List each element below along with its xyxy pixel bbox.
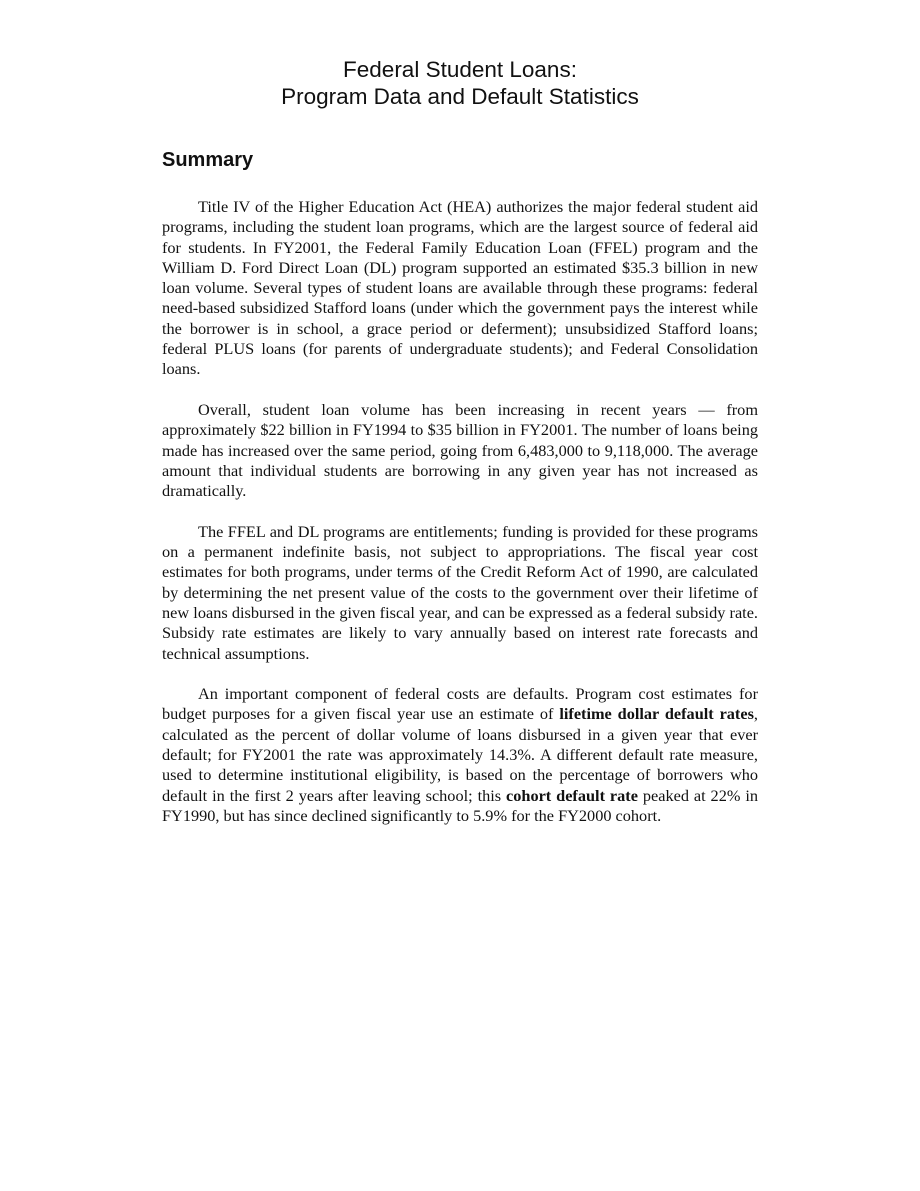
summary-heading: Summary xyxy=(162,149,254,171)
document-title xyxy=(162,56,758,110)
paragraph-3: The FFEL and DL programs are entitlements; funding is provided for these programs on a permanent indefinite basis, not subject to appropriations. The fiscal year cost estimates for both programs, under terms of the Credit Reform Act of 1990, are calculated by determining the net present value of the costs to the government over their lifetime of new loans disbursed in the given fiscal year, and can be expressed as a federal subsidy rate. Subsidy rate estimates are likely to vary annually based on interest rate forecasts and technical assumptions. xyxy=(162,521,758,663)
title-line-2: Program Data and Default Statistics xyxy=(281,84,639,109)
document-page xyxy=(162,56,758,847)
paragraph-2: Overall, student loan volume has been increasing in recent years — from approximately $22 billion in FY1994 to $35 billion in FY2001. The number of loans being made has increased over the same period, going from 6,483,000 to 9,118,000. The average amount that individual students are borrowing in any given year has not increased as dramatically. xyxy=(162,399,758,501)
paragraph-1: Title IV of the Higher Education Act (HEA) authorizes the major federal student aid programs, including the student loan programs, which are the largest source of federal aid for students. In FY2001, the Federal Family Education Loan (FFEL) program and the William D. Ford Direct Loan (DL) program supported an estimated $35.3 billion in new loan volume. Several types of student loans are available through these programs: federal need-based subsidized Stafford loans (under which the government pays the interest while the borrower is in school, a grace period or deferment); unsubsidized Stafford loans; federal PLUS loans (for parents of undergraduate students); and Federal Consolidation loans. xyxy=(162,197,758,379)
title-line-1: Federal Student Loans: xyxy=(343,57,577,82)
cohort-default-rate-term: cohort default rate xyxy=(506,785,638,805)
paragraph-4-text-a: An important component of federal costs are defaults. Program cost estimates for budget purposes for a given fiscal year use an estimate of xyxy=(162,684,758,724)
paragraph-4 xyxy=(162,684,758,826)
summary-body xyxy=(162,197,758,826)
lifetime-default-rate-term: lifetime dollar default rates xyxy=(559,704,754,724)
paragraph-4-text-c: , calculated as the percent of dollar volume of loans disbursed in a given year that ever default; for FY2001 the rate was approximately 14.3%. A different default rate measure, used to determine institutional eligibility, is based on the percentage of borrowers who default in the first 2 years after leaving school; this xyxy=(162,704,758,805)
paragraph-4-text-e: peaked at 22% in FY1990, but has since declined significantly to 5.9% for the FY2000 cohort. xyxy=(162,785,758,825)
